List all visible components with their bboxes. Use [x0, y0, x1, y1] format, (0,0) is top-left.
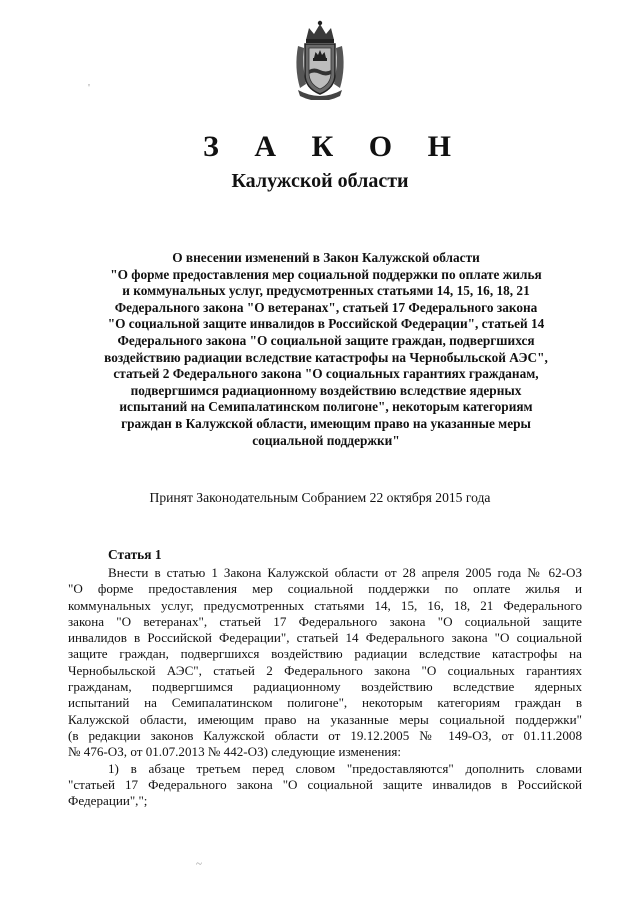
body-line: № 476-ОЗ, от 01.07.2013 № 442-ОЗ) следующие изменения: [68, 744, 402, 760]
article-body [68, 565, 582, 809]
heading-line: подвергшимся радиационному воздействию вследствие ядерных [130, 382, 522, 398]
body-line: Чернобыльской АЭС", статьей 2 Федерального закона "О социальных гарантиях [68, 662, 582, 678]
body-line: закона "О ветеранах", статьей 17 Федерального закона "О социальной защите [68, 613, 582, 629]
body-line: коммунальных услуг, предусмотренных статьями 14, 15, 16, 18, 21 Федерального [68, 597, 582, 613]
scan-speck: ~ [196, 858, 202, 870]
heading-line: и коммунальных услуг, предусмотренных статьями 14, 15, 16, 18, 21 [122, 283, 530, 299]
adoption-statement: Принят Законодательным Собранием 22 октября 2015 года [149, 490, 491, 505]
scan-speck: ' [88, 82, 90, 94]
law-title: З А К О Н [203, 130, 465, 163]
heading-line: граждан в Калужской области, имеющим право на указанные меры [121, 415, 531, 431]
heading-line: Федерального закона "О социальной защите граждан, подвергшихся [117, 332, 535, 348]
body-line: 1) в абзаце третьем перед словом "предоставляются" дополнить словами [108, 760, 582, 776]
body-line: испытаний на Семипалатинском полигоне", некоторым категориям граждан в [68, 695, 582, 711]
article-heading: Статья 1 [108, 547, 162, 562]
body-line: Федерации","; [68, 793, 148, 809]
heading-line: социальной поддержки" [252, 432, 400, 448]
heading-line: О внесении изменений в Закон Калужской области [172, 250, 480, 265]
body-line: защите граждан, подвергшихся воздействию радиации вследствие катастрофы на [68, 646, 582, 662]
heading-line: "О социальной защите инвалидов в Российской Федерации", статьей 14 [107, 316, 545, 332]
region-title: Калужской области [231, 170, 409, 192]
heading-line: воздействию радиации вследствие катастрофы на Чернобыльской АЭС", [104, 349, 548, 365]
law-heading [92, 250, 560, 449]
body-line: "О форме предоставления мер социальной поддержки по оплате жилья и [68, 581, 582, 597]
heading-line: Федерального закона "О ветеранах", статьей 17 Федерального закона [114, 299, 538, 315]
body-line: (в редакции законов Калужской области от 19.12.2005 № 149-ОЗ, от 01.11.2008 [68, 727, 582, 743]
heading-line: статьей 2 Федерального закона "О социальных гарантиях гражданам, [113, 366, 539, 382]
body-line: Калужской области, имеющим право на указанные меры социальной поддержки" [68, 711, 582, 727]
body-line: гражданам, подвергшимся радиационному воздействию вследствие ядерных [68, 679, 582, 695]
body-line: инвалидов в Российской Федерации", статьей 14 Федерального закона "О социальной [68, 630, 582, 646]
body-line: Внести в статью 1 Закона Калужской области от 28 апреля 2005 года № 62-ОЗ [108, 565, 582, 580]
heading-line: "О форме предоставления мер социальной поддержки по оплате жилья [110, 266, 542, 282]
heading-line: испытаний на Семипалатинском полигоне", некоторым категориям [119, 399, 533, 415]
body-line: "статьей 17 Федерального закона "О социальной защите инвалидов в Российской [68, 776, 582, 792]
coat-of-arms-icon [290, 18, 350, 100]
